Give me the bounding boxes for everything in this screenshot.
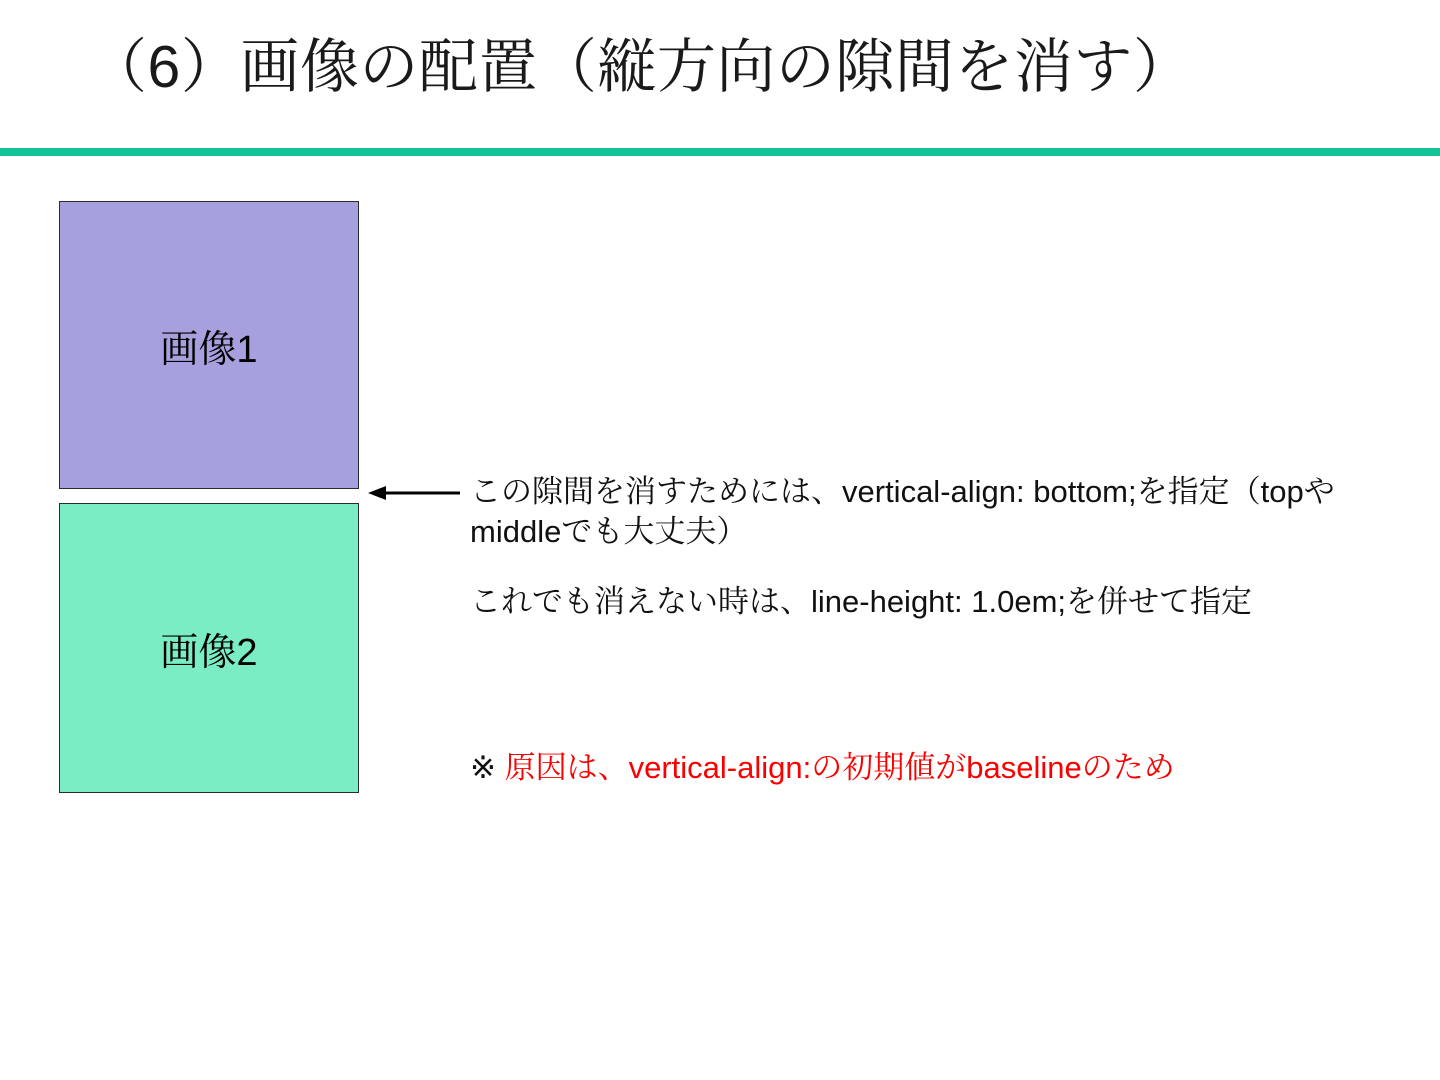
- left-arrow-icon: [368, 485, 460, 501]
- callout-vertical-align: この隙間を消すためには、vertical-align: bottom;を指定（topやmiddleでも大丈夫）: [470, 474, 1335, 549]
- image-placeholder-2: [59, 503, 359, 793]
- callout-note: [470, 748, 1350, 788]
- callout-line-height: これでも消えない時は、line-height: 1.0em;を併せて指定: [470, 584, 1253, 619]
- note-marker: ※: [470, 750, 496, 785]
- note-text: 原因は、vertical-align:の初期値がbaselineのため: [504, 750, 1175, 785]
- image-placeholder-1-label: 画像1: [160, 328, 258, 371]
- title-divider: [0, 148, 1440, 156]
- image-placeholder-1: [59, 201, 359, 489]
- page-title: （6）画像の配置（縦方向の隙間を消す）: [88, 34, 1193, 100]
- image-placeholder-2-label: 画像2: [160, 631, 258, 674]
